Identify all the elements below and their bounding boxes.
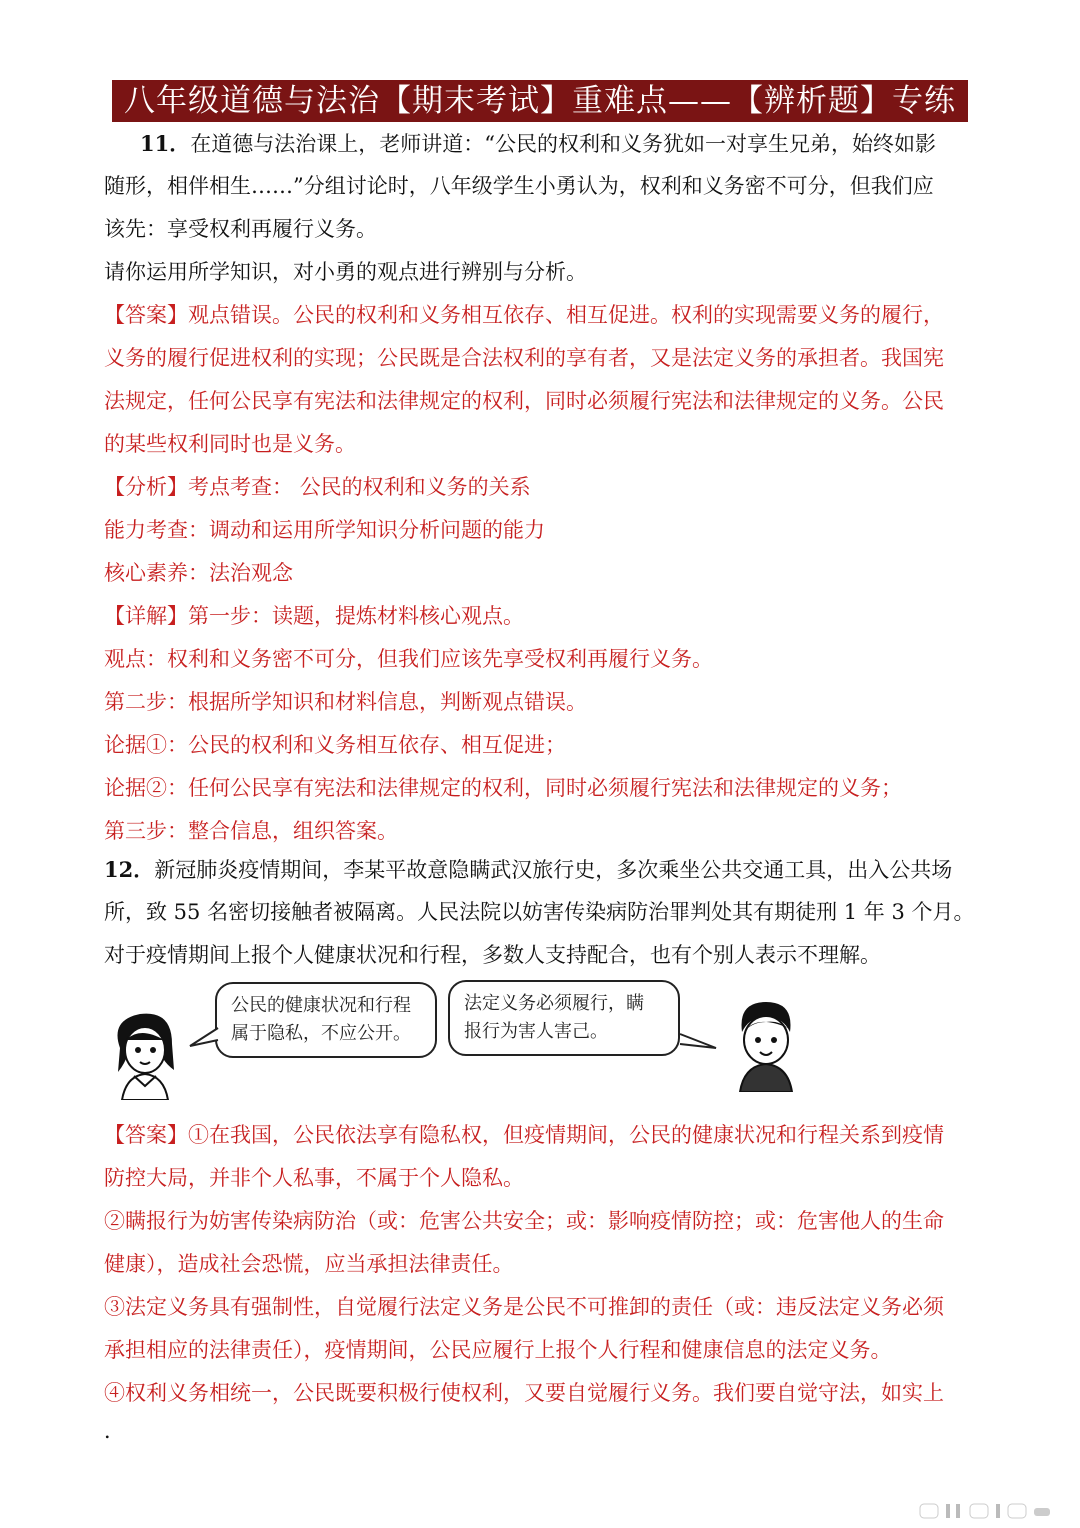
q11-analysis-line: 核心素养：法治观念 [104, 561, 293, 585]
q11-detail-line: 第二步：根据所学知识和材料信息，判断观点错误。 [104, 690, 587, 714]
q11-detail-line: 【详解】第一步：读题，提炼材料核心观点。 [104, 604, 524, 628]
q12-answer-line: ． [104, 1419, 125, 1443]
q11-prompt: 请你运用所学知识，对小勇的观点进行辨别与分析。 [104, 260, 587, 284]
q12-number: 12． [104, 857, 155, 882]
q11-text: 在道德与法治课上，老师讲道：“公民的权利和义务犹如一对享生兄弟，始终如影 [190, 132, 936, 156]
speech-bubble-left [215, 982, 437, 1058]
q12-line-2: 所，致 55 名密切接触者被隔离。人民法院以妨害传染病防治罪判处其有期徒刑 1 年 3 个月。 [104, 900, 975, 924]
bubble-right-line: 法定义务必须履行，瞒 [464, 993, 644, 1014]
speech-bubble-right [448, 980, 680, 1056]
q12-answer-line: 承担相应的法律责任），疫情期间，公民应履行上报个人行程和健康信息的法定义务。 [104, 1338, 892, 1362]
q11-answer-line: 的某些权利同时也是义务。 [104, 432, 356, 456]
q11-analysis-line: 【分析】考点考查： 公民的权利和义务的关系 [104, 475, 531, 499]
q12-answer-line: 健康），造成社会恐慌，应当承担法律责任。 [104, 1252, 514, 1276]
q11-line-2: 随形，相伴相生……”分组讨论时，八年级学生小勇认为，权利和义务密不可分，但我们应 [104, 174, 934, 198]
q12-answer-line: ④权利义务相统一，公民既要积极行使权利，又要自觉履行义务。我们要自觉守法，如实上 [104, 1381, 944, 1405]
bubble-left-line: 公民的健康状况和行程 [231, 995, 411, 1016]
q11-detail-line: 第三步：整合信息，组织答案。 [104, 819, 398, 843]
girl-icon [100, 1000, 190, 1100]
bubble-tail-icon [678, 1030, 718, 1054]
q11-number: 11． [140, 131, 191, 156]
q12-answer-line: ②瞒报行为妨害传染病防治（或：危害公共安全；或：影响疫情防控；或：危害他人的生命 [104, 1209, 944, 1233]
q12-answer-line: 防控大局，并非个人私事，不属于个人隐私。 [104, 1166, 524, 1190]
bubble-left-line: 属于隐私，不应公开。 [231, 1023, 411, 1044]
q12-answer-line: 【答案】①在我国，公民依法享有隐私权，但疫情期间，公民的健康状况和行程关系到疫情 [104, 1123, 944, 1147]
watermark-icon [900, 1502, 1060, 1520]
q12-line-3: 对于疫情期间上报个人健康状况和行程，多数人支持配合，也有个别人表示不理解。 [104, 943, 881, 967]
boy-icon [720, 992, 810, 1092]
bubble-tail-icon [188, 1026, 220, 1050]
q12-text: 新冠肺炎疫情期间，李某平故意隐瞒武汉旅行史，多次乘坐公共交通工具，出入公共场 [154, 858, 953, 882]
bubble-right-line: 报行为害人害己。 [464, 1021, 608, 1042]
q11-detail-line: 论据②：任何公民享有宪法和法律规定的权利，同时必须履行宪法和法律规定的义务； [104, 776, 902, 800]
q11-analysis-line: 能力考查：调动和运用所学知识分析问题的能力 [104, 518, 545, 542]
q11-line-1 [140, 122, 980, 166]
speech-illustration [100, 980, 980, 1100]
q12-answer-line: ③法定义务具有强制性，自觉履行法定义务是公民不可推卸的责任（或：违反法定义务必须 [104, 1295, 944, 1319]
q11-answer-line: 【答案】观点错误。公民的权利和义务相互依存、相互促进。权利的实现需要义务的履行， [104, 303, 944, 327]
q11-line-3: 该先：享受权利再履行义务。 [104, 217, 377, 241]
page-title: 八年级道德与法治【期末考试】重难点——【辨析题】专练 [112, 80, 968, 122]
q12-line-1 [104, 848, 980, 892]
q11-answer-line: 义务的履行促进权利的实现；公民既是合法权利的享有者，又是法定义务的承担者。我国宪 [104, 346, 944, 370]
q11-detail-line: 观点：权利和义务密不可分，但我们应该先享受权利再履行义务。 [104, 647, 713, 671]
q11-answer-line: 法规定，任何公民享有宪法和法律规定的权利，同时必须履行宪法和法律规定的义务。公民 [104, 389, 944, 413]
q11-detail-line: 论据①：公民的权利和义务相互依存、相互促进； [104, 733, 566, 757]
